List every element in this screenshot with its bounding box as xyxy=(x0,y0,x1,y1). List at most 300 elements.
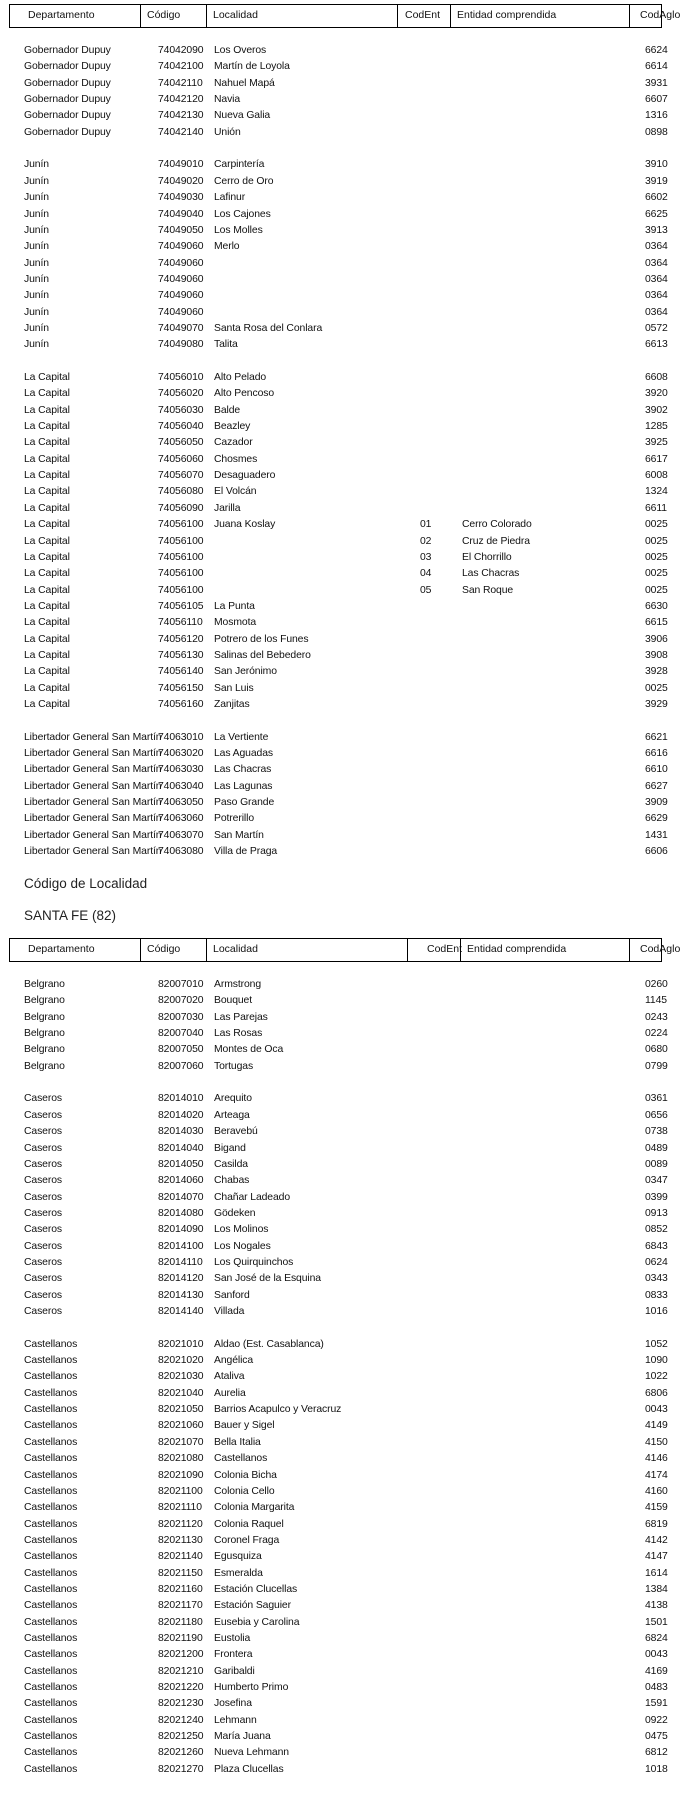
cell-localidad: Montes de Oca xyxy=(214,1044,284,1056)
cell-codigo: 74056020 xyxy=(158,388,204,400)
cell-codigo: 74056140 xyxy=(158,666,204,678)
cell-codigo: 74056160 xyxy=(158,699,204,710)
table-row xyxy=(0,648,697,664)
cell-codigo: 82021240 xyxy=(158,1714,204,1726)
cell-localidad: Arteaga xyxy=(214,1109,250,1121)
cell-codigo: 74056060 xyxy=(158,453,204,465)
cell-departamento: La Capital xyxy=(24,682,70,694)
cell-codigo: 74063070 xyxy=(158,829,204,841)
table-row xyxy=(0,223,697,239)
table-row xyxy=(0,1517,697,1533)
table-row xyxy=(0,664,697,680)
table-row xyxy=(0,92,697,108)
table-header xyxy=(9,938,681,962)
cell-localidad: Jarilla xyxy=(214,502,241,514)
cell-departamento: Castellanos xyxy=(24,1436,78,1448)
table-row xyxy=(0,1402,697,1418)
cell-departamento: Libertador General San Martín xyxy=(24,829,162,841)
table-row xyxy=(0,1418,697,1434)
column-divider xyxy=(397,5,398,27)
cell-codaglo: 6613 xyxy=(645,339,668,351)
cell-codaglo: 6806 xyxy=(645,1387,668,1399)
cell-codaglo: 0364 xyxy=(645,306,668,318)
cell-codigo: 74049040 xyxy=(158,208,204,220)
table-row xyxy=(0,1696,697,1712)
cell-codaglo: 3925 xyxy=(645,437,668,449)
table-row xyxy=(0,256,697,272)
cell-codigo: 82021220 xyxy=(158,1682,204,1694)
table-row xyxy=(0,1304,697,1320)
cell-codaglo: 6627 xyxy=(645,780,668,792)
cell-codaglo: 4149 xyxy=(645,1420,668,1432)
cell-localidad: Castellanos xyxy=(214,1453,268,1465)
cell-localidad: Garibaldi xyxy=(214,1665,255,1677)
cell-codaglo: 6008 xyxy=(645,470,668,482)
cell-codaglo: 3909 xyxy=(645,797,668,809)
cell-codigo: 82014110 xyxy=(158,1256,203,1268)
table-row xyxy=(0,599,697,615)
cell-departamento: La Capital xyxy=(24,404,70,416)
cell-localidad: La Punta xyxy=(214,600,255,612)
table-row xyxy=(0,305,697,321)
table-row xyxy=(0,730,697,746)
table-row xyxy=(0,207,697,223)
cell-codaglo: 0025 xyxy=(645,535,668,547)
cell-codaglo: 1145 xyxy=(645,995,667,1007)
cell-codaglo: 4146 xyxy=(645,1453,668,1465)
cell-departamento: Castellanos xyxy=(24,1633,78,1644)
cell-departamento: Libertador General San Martín xyxy=(24,780,162,792)
cell-codigo: 82007060 xyxy=(158,1060,204,1072)
cell-codaglo: 4147 xyxy=(645,1551,668,1563)
cell-localidad: Humberto Primo xyxy=(214,1682,289,1694)
cell-codigo: 74056100 xyxy=(158,519,204,531)
cell-codaglo: 0043 xyxy=(645,1404,668,1416)
table-row xyxy=(0,157,697,173)
cell-localidad: Beazley xyxy=(214,421,251,433)
table-row xyxy=(0,386,697,402)
header-codent: CodEnt xyxy=(405,9,441,21)
cell-codaglo: 0922 xyxy=(645,1714,668,1726)
cell-departamento: La Capital xyxy=(24,617,70,629)
cell-localidad: San José de la Esquina xyxy=(214,1273,321,1285)
cell-codigo: 82007020 xyxy=(158,995,204,1007)
cell-localidad: Colonia Margarita xyxy=(214,1502,295,1514)
cell-departamento: Caseros xyxy=(24,1142,62,1154)
cell-departamento: Castellanos xyxy=(24,1731,78,1743)
cell-departamento: Junín xyxy=(24,306,49,318)
cell-codigo: 82021210 xyxy=(158,1665,204,1677)
table-row xyxy=(0,484,697,500)
cell-departamento: Gobernador Dupuy xyxy=(24,110,111,122)
cell-codaglo: 6624 xyxy=(645,45,668,56)
cell-codaglo: 3902 xyxy=(645,404,668,416)
table-row xyxy=(0,550,697,566)
cell-departamento: Caseros xyxy=(24,1207,62,1219)
cell-departamento: Belgrano xyxy=(24,1044,65,1056)
cell-codigo: 74042120 xyxy=(158,94,204,106)
cell-departamento: La Capital xyxy=(24,502,70,514)
table-row xyxy=(0,1451,697,1467)
table-row xyxy=(0,1582,697,1598)
table-row xyxy=(0,1566,697,1582)
table-row xyxy=(0,1337,697,1353)
cell-departamento: Castellanos xyxy=(24,1682,78,1694)
cell-localidad: Coronel Fraga xyxy=(214,1534,280,1546)
cell-codaglo: 0025 xyxy=(645,682,668,694)
cell-codigo: 82021090 xyxy=(158,1469,204,1481)
cell-localidad: Bella Italia xyxy=(214,1436,261,1448)
cell-codigo: 82021180 xyxy=(158,1616,203,1628)
table-row xyxy=(0,1288,697,1304)
cell-codigo: 74049080 xyxy=(158,339,204,351)
cell-localidad: Nueva Galia xyxy=(214,110,271,122)
cell-codaglo: 1022 xyxy=(645,1371,668,1383)
cell-departamento: Belgrano xyxy=(24,995,65,1007)
cell-codigo: 74042090 xyxy=(158,45,204,56)
cell-codigo: 82014100 xyxy=(158,1240,204,1252)
cell-localidad: Casilda xyxy=(214,1158,248,1170)
cell-departamento: La Capital xyxy=(24,600,70,612)
cell-codigo: 74042110 xyxy=(158,77,203,89)
table-row xyxy=(0,762,697,778)
cell-departamento: Caseros xyxy=(24,1126,62,1138)
cell-codigo: 82021040 xyxy=(158,1387,204,1399)
cell-localidad: Martín de Loyola xyxy=(214,61,290,73)
cell-departamento: Caseros xyxy=(24,1093,62,1105)
cell-codigo: 82014020 xyxy=(158,1109,204,1121)
cell-localidad: San Jerónimo xyxy=(214,666,277,678)
table-row xyxy=(0,1042,697,1058)
cell-codaglo: 6843 xyxy=(645,1240,668,1252)
cell-localidad: Los Quirquinchos xyxy=(214,1256,294,1268)
cell-codaglo: 0656 xyxy=(645,1109,668,1121)
cell-localidad: Colonia Raquel xyxy=(214,1518,284,1530)
cell-codigo: 74056105 xyxy=(158,600,204,612)
cell-codigo: 82014140 xyxy=(158,1306,204,1317)
header-codigo: Código xyxy=(147,943,181,955)
cell-codaglo: 0572 xyxy=(645,322,668,334)
cell-codigo: 82021130 xyxy=(158,1534,203,1546)
cell-departamento: Castellanos xyxy=(24,1404,78,1416)
table-row xyxy=(0,1108,697,1124)
table-row xyxy=(0,1124,697,1140)
table-row xyxy=(0,566,697,582)
cell-localidad: Bouquet xyxy=(214,995,253,1007)
cell-codaglo: 1018 xyxy=(645,1763,668,1775)
cell-localidad: Josefina xyxy=(214,1698,252,1710)
header-codent: CodEnt xyxy=(427,943,463,955)
table-row xyxy=(0,1059,697,1075)
cell-codaglo: 6610 xyxy=(645,764,668,776)
cell-codigo: 74042130 xyxy=(158,110,204,122)
cell-localidad: Carpintería xyxy=(214,159,265,171)
table-row xyxy=(0,1680,697,1696)
table-row xyxy=(0,1157,697,1173)
cell-codaglo: 0364 xyxy=(645,290,668,302)
table-row xyxy=(0,1386,697,1402)
cell-codaglo: 6625 xyxy=(645,208,668,220)
cell-codigo: 74056040 xyxy=(158,421,204,433)
cell-departamento: Castellanos xyxy=(24,1518,78,1530)
cell-departamento: Castellanos xyxy=(24,1420,78,1432)
cell-codigo: 82014050 xyxy=(158,1158,204,1170)
cell-localidad: María Juana xyxy=(214,1731,271,1743)
cell-codaglo: 0243 xyxy=(645,1011,668,1023)
cell-localidad: Estación Saguier xyxy=(214,1600,291,1612)
cell-codaglo: 1591 xyxy=(645,1698,668,1710)
cell-departamento: Junín xyxy=(24,322,49,334)
cell-localidad: Frontera xyxy=(214,1649,253,1661)
cell-localidad: Beravebú xyxy=(214,1126,258,1138)
cell-codaglo: 0399 xyxy=(645,1191,668,1203)
cell-codigo: 74056030 xyxy=(158,404,204,416)
cell-codigo: 82007010 xyxy=(158,979,204,990)
cell-localidad: Los Molles xyxy=(214,224,263,236)
cell-departamento: Gobernador Dupuy xyxy=(24,45,111,56)
cell-codaglo: 6621 xyxy=(645,731,668,743)
cell-localidad: Bauer y Sigel xyxy=(214,1420,275,1432)
cell-codaglo: 6616 xyxy=(645,748,668,760)
cell-codigo: 82021270 xyxy=(158,1763,204,1775)
table-row xyxy=(0,501,697,517)
cell-codigo: 74056080 xyxy=(158,486,204,498)
table-row xyxy=(0,59,697,75)
table-row xyxy=(0,452,697,468)
cell-departamento: Caseros xyxy=(24,1256,62,1268)
cell-entidad: San Roque xyxy=(462,584,514,596)
table-row xyxy=(0,828,697,844)
cell-codigo: 82014130 xyxy=(158,1289,204,1301)
province-title: SANTA FE (82) xyxy=(24,908,117,923)
cell-departamento: La Capital xyxy=(24,519,70,531)
cell-localidad: Cerro de Oro xyxy=(214,175,274,187)
cell-localidad: Potrero de los Funes xyxy=(214,633,309,645)
cell-codigo: 82021120 xyxy=(158,1518,203,1530)
cell-localidad: Cazador xyxy=(214,437,253,449)
table-row xyxy=(0,779,697,795)
cell-localidad: Estación Clucellas xyxy=(214,1583,298,1595)
cell-localidad: Balde xyxy=(214,404,241,416)
cell-codigo: 82014070 xyxy=(158,1191,204,1203)
cell-codaglo: 3908 xyxy=(645,649,668,661)
cell-codaglo: 1052 xyxy=(645,1338,668,1350)
table-row xyxy=(0,1647,697,1663)
cell-localidad: Paso Grande xyxy=(214,797,275,809)
table-row xyxy=(0,1369,697,1385)
table-row xyxy=(0,468,697,484)
table-row xyxy=(0,517,697,533)
cell-departamento: Castellanos xyxy=(24,1387,78,1399)
cell-codaglo: 0347 xyxy=(645,1175,668,1187)
cell-localidad: Nahuel Mapá xyxy=(214,77,275,89)
header-departamento: Departamento xyxy=(28,943,95,955)
table-row xyxy=(0,1271,697,1287)
table-row xyxy=(0,76,697,92)
cell-codaglo: 6630 xyxy=(645,600,668,612)
table-row xyxy=(0,1500,697,1516)
table-row xyxy=(0,993,697,1009)
cell-codent: 05 xyxy=(420,584,432,596)
cell-codaglo: 1090 xyxy=(645,1355,668,1367)
table-row xyxy=(0,1468,697,1484)
cell-localidad: Alto Pelado xyxy=(214,372,267,383)
cell-codent: 02 xyxy=(420,535,432,547)
cell-localidad: Las Chacras xyxy=(214,764,272,776)
cell-departamento: Caseros xyxy=(24,1175,62,1187)
cell-departamento: Libertador General San Martín xyxy=(24,731,162,743)
header-entidad: Entidad comprendida xyxy=(457,9,557,21)
cell-codaglo: 3920 xyxy=(645,388,668,400)
cell-codigo: 82021020 xyxy=(158,1355,204,1367)
cell-localidad: Las Aguadas xyxy=(214,748,273,760)
cell-codigo: 82021080 xyxy=(158,1453,204,1465)
cell-localidad: Chañar Ladeado xyxy=(214,1191,291,1203)
cell-codaglo: 0343 xyxy=(645,1273,668,1285)
column-divider xyxy=(407,939,408,961)
cell-localidad: Villada xyxy=(214,1306,245,1317)
table-row xyxy=(0,1729,697,1745)
cell-localidad: Desaguadero xyxy=(214,470,276,482)
cell-departamento: Caseros xyxy=(24,1240,62,1252)
cell-codigo: 74042140 xyxy=(158,126,204,138)
cell-departamento: Junín xyxy=(24,159,49,171)
cell-codigo: 74056090 xyxy=(158,502,204,514)
cell-departamento: Belgrano xyxy=(24,1011,65,1023)
cell-departamento: La Capital xyxy=(24,649,70,661)
cell-departamento: Libertador General San Martín xyxy=(24,797,162,809)
cell-codigo: 82014120 xyxy=(158,1273,204,1285)
cell-codigo: 74056100 xyxy=(158,584,204,596)
cell-localidad: Esmeralda xyxy=(214,1567,263,1579)
cell-departamento: Caseros xyxy=(24,1191,62,1203)
cell-localidad: Los Overos xyxy=(214,45,267,56)
cell-localidad: Arequito xyxy=(214,1093,252,1105)
cell-localidad: Aurelia xyxy=(214,1387,246,1399)
cell-codaglo: 0364 xyxy=(645,257,668,269)
table-row xyxy=(0,1010,697,1026)
cell-codaglo: 1016 xyxy=(645,1306,668,1317)
table-row xyxy=(0,1533,697,1549)
cell-codaglo: 0680 xyxy=(645,1044,668,1056)
cell-localidad: Los Molinos xyxy=(214,1224,269,1236)
table-row xyxy=(0,272,697,288)
cell-departamento: Junín xyxy=(24,192,49,204)
table-row xyxy=(0,977,697,993)
cell-codaglo: 1316 xyxy=(645,110,668,122)
cell-codigo: 74063050 xyxy=(158,797,204,809)
cell-codigo: 74049060 xyxy=(158,257,204,269)
cell-codaglo: 0025 xyxy=(645,519,668,531)
cell-localidad: Mosmota xyxy=(214,617,257,629)
table-row xyxy=(0,108,697,124)
cell-departamento: Castellanos xyxy=(24,1469,78,1481)
cell-codigo: 82007040 xyxy=(158,1028,204,1040)
table-row xyxy=(0,534,697,550)
cell-entidad: Las Chacras xyxy=(462,568,520,580)
cell-codaglo: 0361 xyxy=(645,1093,668,1105)
cell-codaglo: 0475 xyxy=(645,1731,668,1743)
cell-codigo: 82014090 xyxy=(158,1224,204,1236)
cell-codigo: 74063030 xyxy=(158,764,204,776)
cell-localidad: Las Rosas xyxy=(214,1028,263,1040)
header-entidad: Entidad comprendida xyxy=(467,943,567,955)
cell-codaglo: 6606 xyxy=(645,846,668,858)
cell-codent: 03 xyxy=(420,551,432,563)
cell-codaglo: 1614 xyxy=(645,1567,668,1579)
cell-codigo: 82021150 xyxy=(158,1567,203,1579)
cell-codigo: 74063040 xyxy=(158,780,204,792)
table-row xyxy=(0,681,697,697)
cell-codigo: 82014060 xyxy=(158,1175,204,1187)
cell-localidad: Navia xyxy=(214,94,241,106)
table-row xyxy=(0,1484,697,1500)
cell-departamento: La Capital xyxy=(24,535,70,547)
cell-localidad: Plaza Clucellas xyxy=(214,1763,284,1775)
cell-localidad: Barrios Acapulco y Veracruz xyxy=(214,1404,342,1416)
cell-localidad: Los Cajones xyxy=(214,208,271,220)
cell-codigo: 74049010 xyxy=(158,159,204,171)
cell-departamento: Castellanos xyxy=(24,1371,78,1383)
cell-departamento: Gobernador Dupuy xyxy=(24,77,111,89)
cell-codaglo: 6602 xyxy=(645,192,668,204)
table-row xyxy=(0,1353,697,1369)
table-row xyxy=(0,419,697,435)
cell-codigo: 82014010 xyxy=(158,1093,204,1105)
cell-codigo: 82021200 xyxy=(158,1649,204,1661)
cell-localidad: Los Nogales xyxy=(214,1240,271,1252)
cell-departamento: Castellanos xyxy=(24,1355,78,1367)
cell-departamento: La Capital xyxy=(24,568,70,580)
cell-departamento: Castellanos xyxy=(24,1698,78,1710)
table-row xyxy=(0,583,697,599)
table-row xyxy=(0,1190,697,1206)
cell-codigo: 74056110 xyxy=(158,617,203,629)
cell-departamento: Junín xyxy=(24,339,49,351)
table-row xyxy=(0,795,697,811)
cell-localidad: Bigand xyxy=(214,1142,246,1154)
table-row xyxy=(0,337,697,353)
cell-codaglo: 0483 xyxy=(645,1682,668,1694)
cell-departamento: Caseros xyxy=(24,1273,62,1285)
cell-codigo: 74056050 xyxy=(158,437,204,449)
cell-departamento: Castellanos xyxy=(24,1649,78,1661)
cell-departamento: Libertador General San Martín xyxy=(24,813,162,825)
cell-departamento: Castellanos xyxy=(24,1763,78,1775)
table-row xyxy=(0,697,697,713)
cell-codaglo: 6608 xyxy=(645,372,668,383)
cell-localidad: Aldao (Est. Casablanca) xyxy=(214,1338,324,1350)
cell-codaglo: 0833 xyxy=(645,1289,668,1301)
cell-codaglo: 0913 xyxy=(645,1207,668,1219)
cell-codigo: 74049060 xyxy=(158,241,204,253)
cell-codaglo: 4160 xyxy=(645,1485,668,1497)
table-row xyxy=(0,370,697,386)
cell-codaglo: 0364 xyxy=(645,273,668,285)
cell-departamento: Castellanos xyxy=(24,1551,78,1563)
table-row xyxy=(0,239,697,255)
cell-codaglo: 6819 xyxy=(645,1518,668,1530)
cell-localidad: Tortugas xyxy=(214,1060,254,1072)
cell-localidad: Angélica xyxy=(214,1355,254,1367)
cell-localidad: Alto Pencoso xyxy=(214,388,275,400)
table-row xyxy=(0,288,697,304)
cell-departamento: La Capital xyxy=(24,584,70,596)
cell-localidad: Juana Koslay xyxy=(214,519,276,531)
header-localidad: Localidad xyxy=(213,9,258,21)
cell-departamento: Castellanos xyxy=(24,1600,78,1612)
cell-codaglo: 1285 xyxy=(645,421,668,433)
